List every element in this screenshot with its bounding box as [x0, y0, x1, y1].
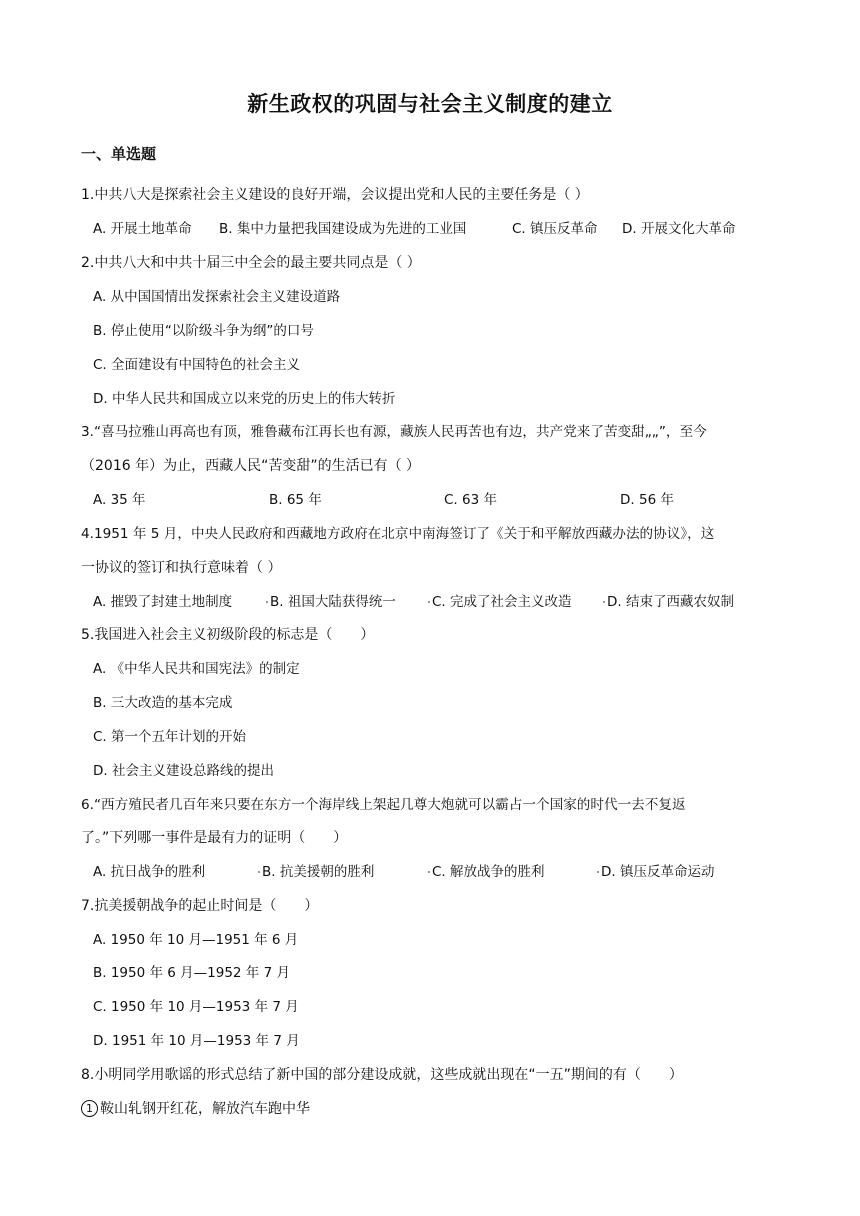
question-3-stem-line1: 3.“喜马拉雅山再高也有顶，雅鲁藏布江再长也有源，藏族人民再苦也有边，共产党来了苦变甜„„”，至今 — [81, 424, 707, 440]
q7-option-d: D. 1951 年 10 月—1953 年 7 月 — [93, 1033, 300, 1049]
q1-option-a: A. 开展土地革命 — [93, 221, 192, 237]
q7-option-a: A. 1950 年 10 月—1951 年 6 月 — [93, 932, 299, 948]
q6-option-d: D. 镇压反革命运动 — [601, 864, 715, 880]
q1-option-d: D. 开展文化大革命 — [622, 221, 736, 237]
question-4-stem-line2: 一协议的签订和执行意味着（ ） — [81, 560, 282, 576]
question-6-stem-line1: 6.“西方殖民者几百年来只要在东方一个海岸线上架起几尊大炮就可以霸占一个国家的时代一去不复返 — [81, 797, 686, 813]
q8-item-1-text: 鞍山轧钢开红花，解放汽车跑中华 — [100, 1101, 310, 1117]
question-5-stem: 5.我国进入社会主义初级阶段的标志是（ ） — [81, 627, 375, 643]
question-1-stem: 1.中共八大是探索社会主义建设的良好开端，会议提出党和人民的主要任务是（ ） — [81, 187, 589, 203]
q6-option-d-wrap — [597, 862, 714, 882]
q1-option-b: B. 集中力量把我国建设成为先进的工业国 — [219, 221, 467, 237]
q7-option-c: C. 1950 年 10 月—1953 年 7 月 — [93, 999, 299, 1015]
q2-option-b: B. 停止使用“以阶级斗争为纲”的口号 — [93, 323, 314, 339]
q3-option-b: B. 65 年 — [269, 492, 322, 508]
question-2-stem: 2.中共八大和中共十届三中全会的最主要共同点是（ ） — [81, 255, 421, 271]
q6-option-c: C. 解放战争的胜利 — [432, 864, 545, 880]
page-title: 新生政权的巩固与社会主义制度的建立 — [247, 92, 613, 116]
circled-number-icon: 1 — [81, 1100, 98, 1117]
option-marker-icon — [597, 871, 599, 873]
option-marker-icon — [428, 871, 430, 873]
q3-option-c: C. 63 年 — [444, 492, 497, 508]
q6-option-b-wrap — [258, 862, 374, 882]
q2-option-d: D. 中华人民共和国成立以来党的历史上的伟大转折 — [93, 391, 396, 407]
q4-option-b-wrap — [266, 592, 396, 612]
q8-item-1 — [81, 1099, 310, 1119]
q3-option-a: A. 35 年 — [93, 492, 146, 508]
q6-option-b: B. 抗美援朝的胜利 — [262, 864, 375, 880]
q7-option-b: B. 1950 年 6 月—1952 年 7 月 — [93, 965, 290, 981]
q2-option-c: C. 全面建设有中国特色的社会主义 — [93, 357, 301, 373]
question-6-stem-line2: 了。”下列哪一事件是最有力的证明（ ） — [81, 830, 348, 846]
question-8-stem: 8.小明同学用歌谣的形式总结了新中国的部分建设成就，这些成就出现在“一五”期间的有（ ） — [81, 1067, 683, 1083]
q4-option-c-wrap — [428, 592, 572, 612]
option-marker-icon — [428, 601, 430, 603]
q4-option-d-wrap — [603, 592, 734, 612]
q4-option-b: B. 祖国大陆获得统一 — [270, 594, 396, 610]
q4-option-c: C. 完成了社会主义改造 — [432, 594, 572, 610]
q1-option-c: C. 镇压反革命 — [512, 221, 598, 237]
q5-option-c: C. 第一个五年计划的开始 — [93, 729, 247, 745]
q5-option-a: A. 《中华人民共和国宪法》的制定 — [93, 661, 300, 677]
q5-option-d: D. 社会主义建设总路线的提出 — [93, 763, 274, 779]
option-marker-icon — [603, 601, 605, 603]
option-marker-icon — [258, 871, 260, 873]
option-marker-icon — [266, 601, 268, 603]
q5-option-b: B. 三大改造的基本完成 — [93, 695, 233, 711]
q3-option-d: D. 56 年 — [620, 492, 674, 508]
question-4-stem-line1: 4.1951 年 5 月，中央人民政府和西藏地方政府在北京中南海签订了《关于和平解放西藏办法的协议》，这 — [81, 526, 715, 542]
q6-option-a: A. 抗日战争的胜利 — [93, 864, 206, 880]
q2-option-a: A. 从中国国情出发探索社会主义建设道路 — [93, 289, 341, 305]
q4-option-d: D. 结束了西藏农奴制 — [607, 594, 734, 610]
question-7-stem: 7.抗美援朝战争的起止时间是（ ） — [81, 898, 319, 914]
q4-option-a: A. 摧毁了封建土地制度 — [93, 594, 233, 610]
question-3-stem-line2: （2016 年）为止，西藏人民“苦变甜”的生活已有（ ） — [81, 458, 421, 474]
section-heading: 一、单选题 — [81, 145, 157, 163]
q6-option-c-wrap — [428, 862, 545, 882]
